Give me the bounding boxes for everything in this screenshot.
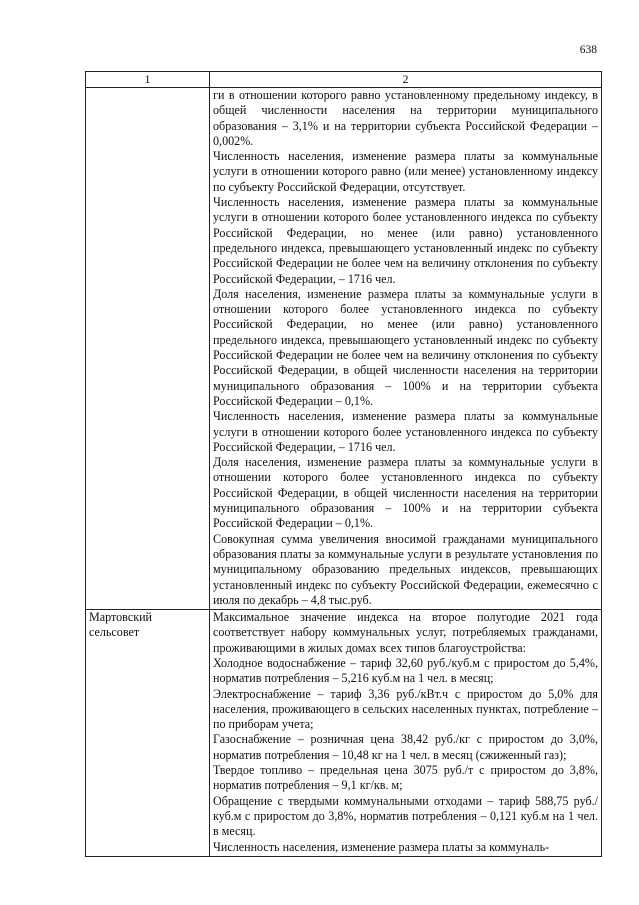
row-2-paragraph: Численность населения, изменение размера платы за коммуналь- — [213, 839, 550, 854]
table-row — [86, 88, 602, 610]
page-number: 638 — [579, 44, 597, 56]
row-2-paragraph: Холодное водоснабжение – тариф 32,60 руб./куб.м с приростом до 5,4%, норматив потребления – 5,216 куб.м на 1 чел. в месяц; — [213, 655, 598, 686]
row-1-paragraph: Численность населения, изменение размера платы за коммунальные услуги в отношении которого более установленного индекса по субъекту Российской Федерации, но менее (или равно) установленного предельного индекса, превышающего установленный индекс по субъекту Российской Федерации не более чем на величину отклонения по субъекту Российской Федерации, – 1716 чел. — [213, 195, 598, 286]
row-1-paragraph: Численность населения, изменение размера платы за коммунальные услуги в отношении которого более установленного индекса по субъекту Российской Федерации, – 1716 чел. — [213, 409, 598, 454]
row-1-label-cell — [86, 88, 210, 610]
column-header-2: 2 — [210, 72, 602, 88]
municipality-name-line: Мартовский — [89, 610, 153, 625]
row-1-paragraph: Доля населения, изменение размера платы за коммунальные услуги в отношении которого более установленного индекса по субъекту Российской Федерации, в общей численности населения на территории муниципального образования – 100% и на территории субъекта Российской Федерации – 0,1%. — [213, 455, 598, 531]
row-1-paragraph: Совокупная сумма увеличения вносимой гражданами муниципального образования платы за коммунальные услуги в результате установления по муниципальному образованию предельных индексов, превышающих установленный индекс по субъекту Российской Федерации, ежемесячно с июля по декабрь – 4,8 тыс.руб. — [213, 531, 598, 607]
row-2-paragraph: Обращение с твердыми коммунальными отходами – тариф 588,75 руб./куб.м с приростом до 3,8%, норматив потребления – 0,121 куб.м на 1 чел. в месяц. — [213, 793, 598, 839]
municipality-name-line: сельсовет — [89, 625, 140, 640]
row-1-text-cell — [210, 88, 602, 610]
table-row — [86, 610, 602, 857]
row-1-paragraph: Численность населения, изменение размера платы за коммунальные услуги в отношении которого равно (или менее) установленному индексу по субъекту Российской Федерации, отсутствует. — [213, 149, 598, 194]
row-2-label-cell — [86, 610, 210, 857]
row-1-paragraph: ги в отношении которого равно установленному предельному индексу, в общей численности населения на территории муниципального образования – 3,1% и на территории субъекта Российской Федерации – 0,002%. — [213, 88, 598, 148]
document-table — [85, 71, 602, 857]
row-1-paragraph: Доля населения, изменение размера платы за коммунальные услуги в отношении которого более установленного индекса по субъекту Российской Федерации, но менее (или равно) установленного предельного индекса, превышающего установленный индекс по субъекту Российской Федерации не более чем на величину отклонения по субъекту Российской Федерации, в общей численности населения на территории муниципального образования – 100% и на территории субъекта Российской Федерации – 0,1%. — [213, 286, 598, 408]
column-header-1: 1 — [86, 72, 210, 88]
row-2-paragraph: Газоснабжение – розничная цена 38,42 руб./кг с приростом до 3,0%, норматив потребления – 10,48 кг на 1 чел. в месяц (сжиженный газ); — [213, 732, 598, 762]
row-2-paragraph: Максимальное значение индекса на второе полугодие 2021 года соответствует набору коммунальных услуг, потребляемых гражданами, проживающими в жилых домах всех типов благоустройства: — [213, 610, 598, 655]
row-2-paragraph: Электроснабжение – тариф 3,36 руб./кВт.ч с приростом до 5,0% для населения, проживающего в сельских населенных пунктах, потребление – по приборам учета; — [213, 686, 598, 732]
table-header-row — [86, 72, 602, 88]
row-2-text-cell — [210, 610, 602, 857]
row-2-paragraph: Твердое топливо – предельная цена 3075 руб./т с приростом до 3,8%, норматив потребления – 9,1 кг/кв. м; — [213, 763, 598, 793]
